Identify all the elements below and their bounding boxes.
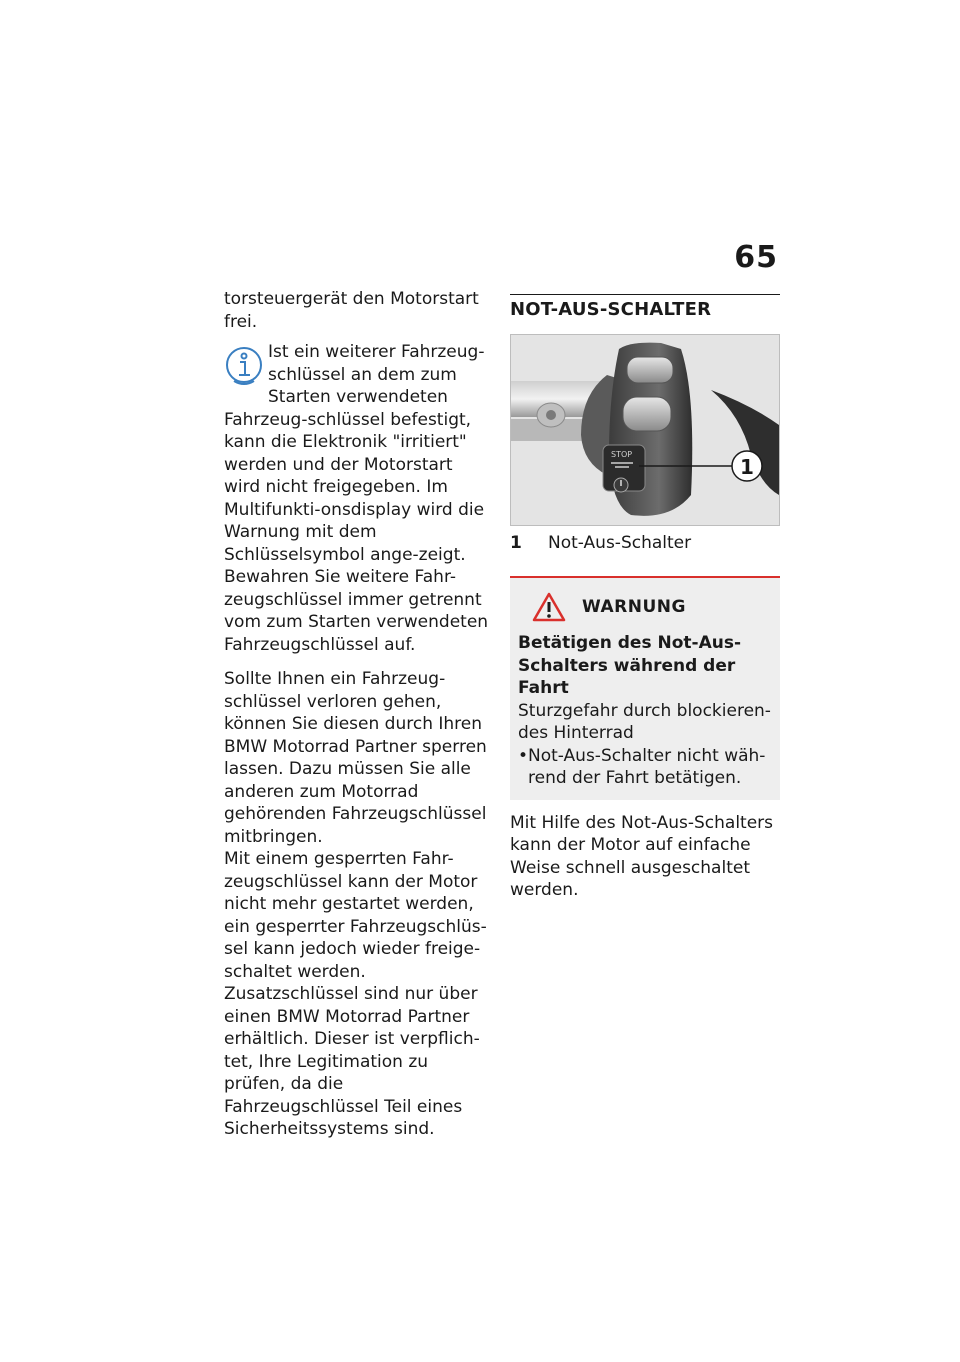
info-icon bbox=[224, 345, 264, 389]
figure-caption bbox=[510, 532, 780, 555]
warning-title: WARNUNG bbox=[582, 596, 686, 617]
warning-box bbox=[510, 576, 780, 800]
info-note bbox=[224, 341, 490, 656]
intro-text: torsteuergerät den Motorstart frei. bbox=[224, 289, 479, 332]
caption-number: 1 bbox=[510, 532, 522, 553]
paragraph-extra-key: Zusatzschlüssel sind nur über einen BMW Motorrad Partner erhältlich. Dieser ist verpflich-tet, Ihre Legitimation zu prüfen, da die Fahrzeugschlüssel Teil eines Sicherheitssystems sind. bbox=[224, 984, 480, 1139]
warning-icon bbox=[532, 592, 566, 622]
handlebar-switch-illustration bbox=[511, 335, 779, 525]
info-text-2: Bewahren Sie weitere Fahr-zeugschlüssel immer getrennt vom zum Starten verwendeten Fahrzeugschlüssel auf. bbox=[224, 567, 489, 655]
stop-label: STOP bbox=[611, 449, 633, 459]
warning-subject: Betätigen des Not-Aus-Schalters während der Fahrt bbox=[518, 633, 742, 698]
section-title: NOT-AUS-SCHALTER bbox=[510, 294, 780, 322]
right-column bbox=[510, 294, 780, 902]
page-number: 65 bbox=[734, 240, 778, 275]
warning-bullet-text: Not-Aus-Schalter nicht wäh-rend der Fahrt betätigen. bbox=[528, 745, 766, 788]
switch-figure bbox=[510, 334, 780, 526]
left-column bbox=[224, 288, 490, 1141]
info-text: Ist ein weiterer Fahrzeug-schlüssel an dem zum Starten verwendeten Fahrzeug-schlüssel befestigt, kann die Elektronik "irritiert" werden und der Motorstart wird nicht freigegeben. Im Multifunkti-onsdisplay wird die Warnung mit dem Schlüsselsymbol ange-zeigt. bbox=[224, 342, 485, 565]
paragraph-lost-key: Sollte Ihnen ein Fahrzeug-schlüssel verloren gehen, können Sie diesen durch Ihren BMW Motorrad Partner sperren lassen. Dazu müssen Sie alle anderen zum Motorrad gehörenden Fahrzeugschlüssel mitbringen. bbox=[224, 669, 487, 847]
callout-number: 1 bbox=[740, 454, 754, 479]
bullet-dot: • bbox=[518, 745, 529, 766]
emergency-switch-paragraph: Mit Hilfe des Not-Aus-Schalters kann der Motor auf einfache Weise schnell ausgeschaltet werden. bbox=[510, 812, 774, 900]
paragraph-blocked-key: Mit einem gesperrten Fahr-zeugschlüssel kann der Motor nicht mehr gestartet werden, ein gesperrter Fahrzeugschlüs-sel kann jedoch wieder freige-schaltet werden. bbox=[224, 849, 487, 982]
warning-risk: Sturzgefahr durch blockieren-des Hinterrad bbox=[518, 700, 771, 743]
warning-bullet bbox=[518, 745, 772, 790]
caption-text: Not-Aus-Schalter bbox=[548, 532, 692, 553]
